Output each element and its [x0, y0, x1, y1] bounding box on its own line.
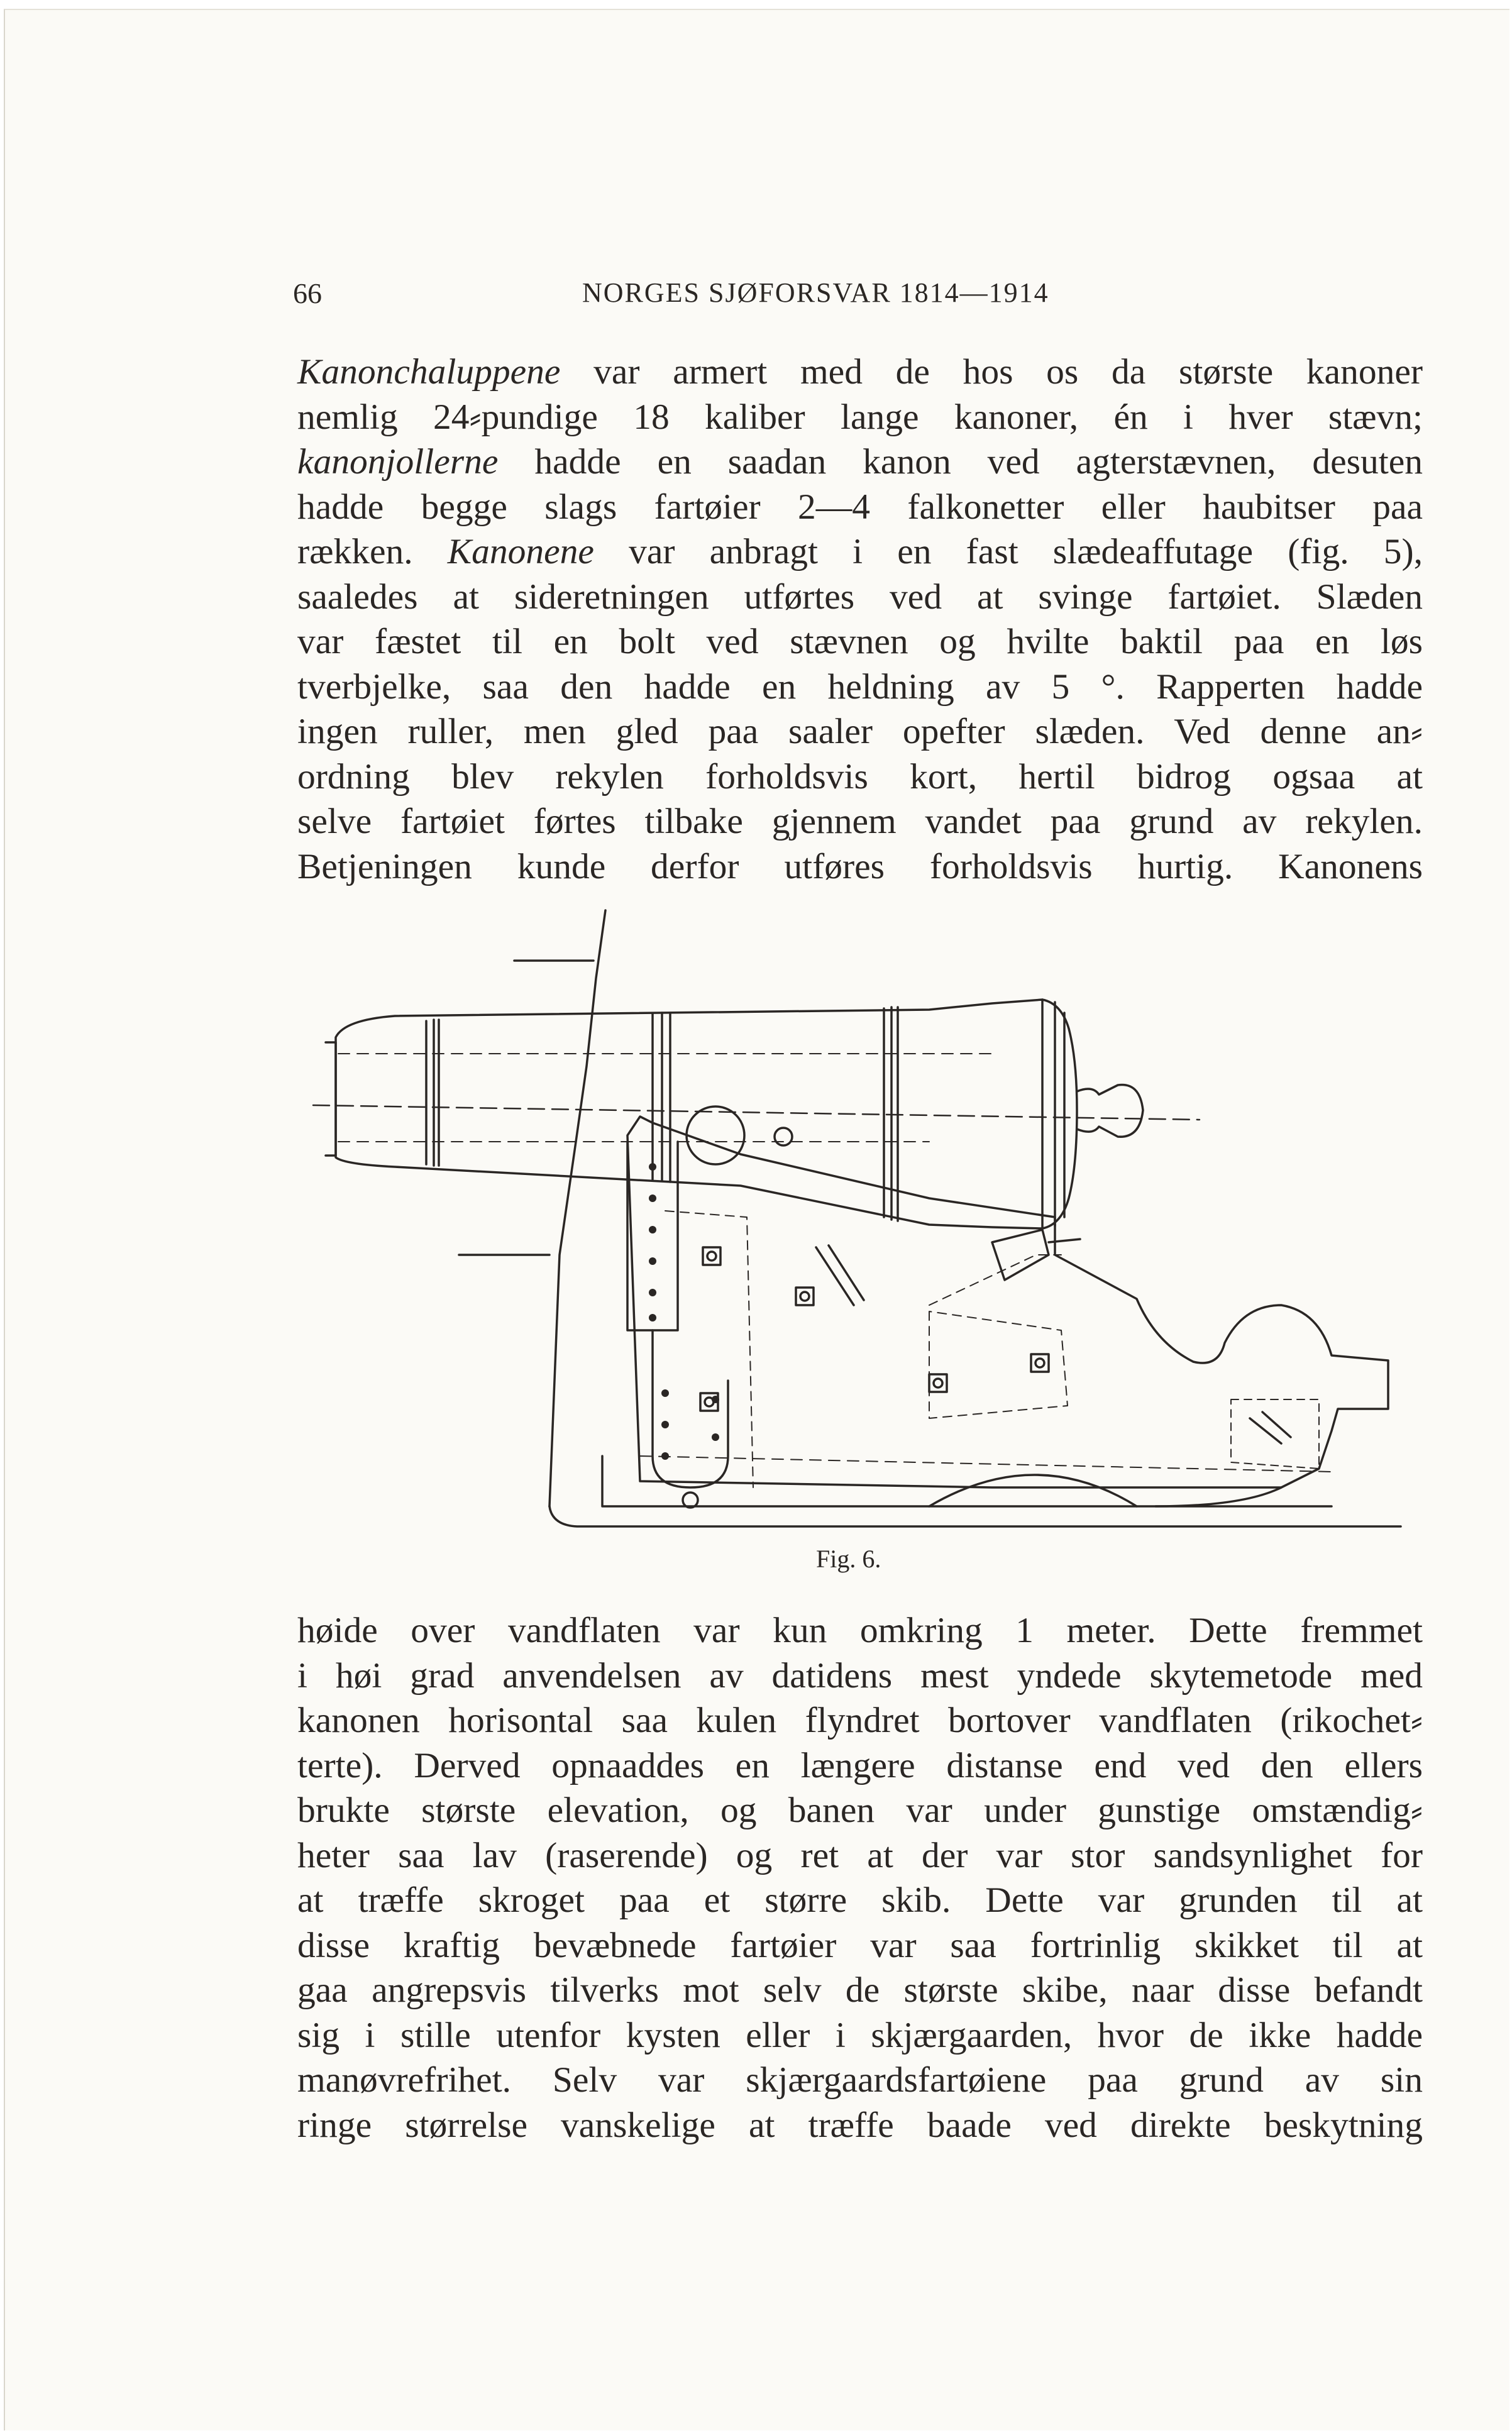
figure-caption: Fig. 6.: [816, 1545, 881, 1573]
quoin-handle: [1049, 1239, 1080, 1242]
sled-dashed-line: [640, 1456, 1332, 1472]
iron-strap-lower: [653, 1330, 728, 1487]
text-line: terte). Derved opnaaddes en længere distanse end ved den ellers: [297, 1745, 1423, 1785]
text-line: kanonjollerne hadde en saadan kanon ved agterstævnen, desuten: [297, 442, 1423, 482]
text-line: brukte største elevation, og banen var under gunstige omstændig⸗: [297, 1790, 1423, 1830]
bore-axis-line: [313, 1105, 1200, 1120]
text-line: høide over vandflaten var kun omkring 1 meter. Dette fremmet: [297, 1611, 1423, 1650]
text-line: manøvrefrihet. Selv var skjærgaardsfartøiene paa grund av sin: [297, 2060, 1423, 2100]
carriage-cheek: [627, 1117, 1388, 1487]
trunnion-bolt: [775, 1128, 792, 1145]
text-line: kanonen horisontal saa kulen flyndret bortover vandflaten (rikochet⸗: [297, 1701, 1423, 1740]
trunnion: [687, 1106, 744, 1164]
muzzle-ring: [426, 1020, 439, 1166]
text-line: Betjeningen kunde derfor utføres forholdsvis hurtig. Kanonens: [297, 846, 1423, 886]
stem-line: [549, 910, 605, 1506]
text-line: saaledes at sideretningen utførtes ved at svinge fartøiet. Slæden: [297, 577, 1423, 617]
muzzle-lip: [326, 1042, 336, 1156]
text-line: hadde begge slags fartøier 2—4 falkonetter eller haubitser paa: [297, 487, 1423, 527]
text-line: sig i stille utenfor kysten eller i skjærgaarden, hvor de ikke hadde: [297, 2015, 1423, 2055]
cannon-barrel: [336, 1000, 1042, 1228]
hidden-edge: [929, 1311, 1068, 1418]
cross-bolt: [1250, 1412, 1291, 1443]
text-line: var fæstet til en bolt ved stævnen og hvilte baktil paa en løs: [297, 622, 1423, 661]
text-line: ordning blev rekylen forholdsvis kort, hertil bidrog ogsaa at: [297, 756, 1423, 797]
bolt-heads: [700, 1247, 1049, 1411]
keel-line: [549, 1506, 1401, 1526]
page-number: 66: [293, 277, 322, 309]
page-header: [293, 277, 1431, 321]
cannon-on-sled-drawing: [301, 903, 1420, 1557]
paragraph-bottom: [297, 1608, 1423, 2148]
breech-end: [1042, 1000, 1077, 1228]
text-line: nemlig 24⸗pundige 18 kaliber lange kanoner, én i hver stævn;: [297, 397, 1423, 437]
hidden-edge: [1231, 1399, 1319, 1469]
text-line: ingen ruller, men gled paa saaler opefter slæden. Ved denne an⸗: [297, 712, 1423, 751]
text-line: heter saa lav (raserende) og ret at der var stor sandsynlighet for: [297, 1835, 1423, 1875]
elevation-slot: [816, 1245, 864, 1305]
hidden-edge: [929, 1255, 1061, 1305]
reinforce-ring: [653, 1013, 670, 1182]
text-line: rækken. Kanonene var anbragt i en fast slædeaffutage (fig. 5),: [297, 532, 1423, 571]
text-line: ringe størrelse vanskelige at træffe baade ved direkte beskytning: [297, 2105, 1423, 2145]
text-line: Kanonchaluppene var armert med de hos os da største kanoner: [297, 352, 1423, 392]
text-line: gaa angrepsvis tilverks mot selv de største skibe, naar disse befandt: [297, 1970, 1423, 2010]
sled-curve: [1156, 1487, 1281, 1506]
sled-curve: [929, 1475, 1137, 1506]
cannon-figure: [301, 903, 1420, 1557]
text-line: i høi grad anvendelsen av datidens mest yndede skytemetode med: [297, 1655, 1423, 1696]
text-line: disse kraftig bevæbnede fartøier var saa fortrinlig skikket til at: [297, 1925, 1423, 1965]
text-line: tverbjelke, saa den hadde en heldning av 5 °. Rapperten hadde: [297, 666, 1423, 707]
book-page: [4, 9, 1509, 2430]
text-line: selve fartøiet førtes tilbake gjennem vandet paa grund av rekylen.: [297, 802, 1423, 841]
running-title: NORGES SJØFORSVAR 1814—1914: [582, 277, 1049, 308]
strap-rivets: [649, 1163, 719, 1460]
text-line: at træffe skroget paa et større skib. Dette var grunden til at: [297, 1880, 1423, 1920]
paragraph-top: [297, 350, 1423, 889]
breech-moulding: [1055, 1002, 1064, 1226]
cascabel-knob: [1077, 1085, 1143, 1137]
